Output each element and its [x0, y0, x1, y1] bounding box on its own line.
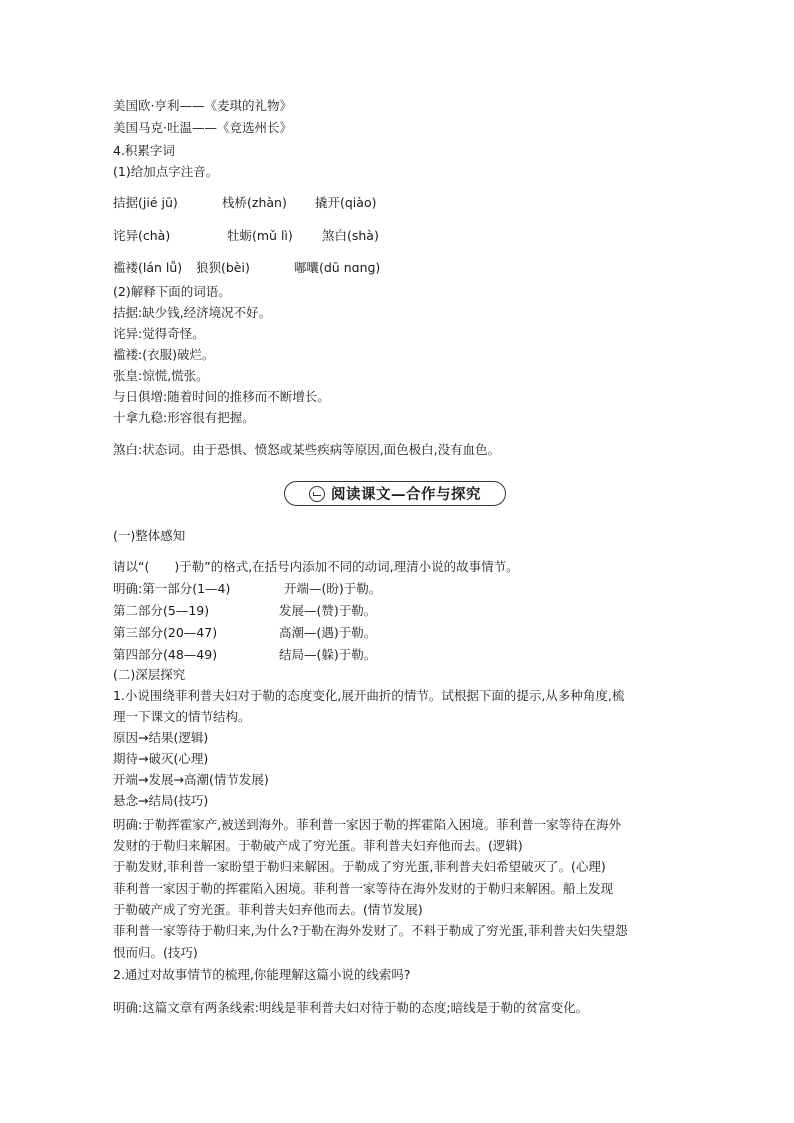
plot-part-label: 第二部分(5—19): [113, 603, 210, 618]
answer-line: 于勒破产成了穷光蛋。菲利普夫妇弃他而去。(情节发展): [113, 902, 423, 917]
phonetic-item: 煞白(shà): [322, 228, 379, 243]
subsection-title: (1)给加点字注音。: [113, 164, 219, 179]
answer-line: 明确:于勒挥霍家产,被送到海外。菲利普一家因于勒的挥霍陷入困境。菲利普一家等待在海外: [113, 817, 622, 832]
part-heading: (二)深层探究: [113, 667, 186, 682]
prompt-text: 请以“( )于勒”的格式,在括号内添加不同的动词,理清小说的故事情节。: [113, 559, 519, 574]
plot-part-value: 开端—(盼)于勒。: [284, 581, 382, 596]
plot-part-label: 明确:第一部分(1—4): [113, 581, 231, 596]
answer-line: 明确:这篇文章有两条线索:明线是菲利普夫妇对待于勒的态度;暗线是于勒的贫富变化。: [113, 1000, 589, 1015]
plot-part-label: 第三部分(20—47): [113, 625, 218, 640]
subsection-title: (2)解释下面的词语。: [113, 284, 231, 299]
phonetic-item: 撬开(qiào): [315, 195, 377, 210]
plot-part-label: 第四部分(48—49): [113, 647, 218, 662]
definition: 诧异:觉得奇怪。: [113, 326, 205, 341]
definition: 褴褛:(衣服)破烂。: [113, 347, 215, 362]
answer-line: 菲利普一家等待于勒归来,为什么?于勒在海外发财了。不料于勒成了穷光蛋,菲利普夫妇失望怨: [113, 923, 628, 938]
section-banner: [284, 481, 506, 506]
definition: 张皇:惊慌,慌张。: [113, 368, 209, 383]
phonetic-item: 诧异(chà): [113, 228, 171, 243]
definition: 十拿九稳:形容很有把握。: [113, 410, 255, 425]
answer-line: 恨而归。(技巧): [113, 945, 198, 960]
answer-line: 于勒发财,菲利普一家盼望于勒归来解困。于勒成了穷光蛋,菲利普夫妇希望破灭了。(心理): [113, 859, 606, 874]
definition: 煞白:状态词。由于恐惧、愤怒或某些疾病等原因,面色极白,没有血色。: [113, 442, 501, 457]
hint-line: 期待→破灭(心理): [113, 751, 209, 766]
author-line: 美国欧·亨利——《麦琪的礼物》: [113, 98, 292, 113]
plot-part-value: 高潮—(遇)于勒。: [279, 625, 377, 640]
hint-line: 原因→结果(逻辑): [113, 730, 209, 745]
hint-line: 开端→发展→高潮(情节发展): [113, 772, 269, 787]
reading-icon: [309, 486, 325, 502]
definition: 拮据:缺少钱,经济境况不好。: [113, 305, 272, 320]
question-text: 2.通过对故事情节的梳理,你能理解这篇小说的线索吗?: [113, 967, 411, 982]
phonetic-item: 拮据(jié jū): [113, 195, 178, 210]
phonetic-item: 狼狈(bèi): [196, 260, 250, 275]
phonetic-item: 嘟囔(dū nɑnɡ): [294, 260, 381, 275]
answer-line: 发财的于勒归来解困。于勒破产成了穷光蛋。菲利普夫妇弃他而去。(逻辑): [113, 838, 523, 853]
definition: 与日俱增:随着时间的推移而不断增长。: [113, 389, 330, 404]
author-line: 美国马克·吐温——《竞选州长》: [113, 120, 292, 135]
answer-line: 菲利普一家因于勒的挥霍陷入困境。菲利普一家等待在海外发财的于勒归来解困。船上发现: [113, 881, 614, 896]
question-text: 1.小说围绕菲利普夫妇对于勒的态度变化,展开曲折的情节。试根据下面的提示,从多种角度,梳: [113, 688, 625, 703]
question-text: 理一下课文的情节结构。: [113, 709, 251, 724]
section-title: 4.积累字词: [113, 143, 175, 158]
part-heading: (一)整体感知: [113, 528, 186, 543]
banner-title: 阅读课文—合作与探究: [331, 487, 481, 503]
hint-line: 悬念→结局(技巧): [113, 793, 209, 808]
plot-part-value: 发展—(赞)于勒。: [279, 603, 377, 618]
phonetic-item: 栈桥(zhàn): [222, 195, 287, 210]
phonetic-item: 牡蛎(mǔ lì): [227, 228, 293, 243]
plot-part-value: 结局—(躲)于勒。: [279, 647, 377, 662]
phonetic-item: 褴褛(lán lǚ): [113, 260, 183, 275]
